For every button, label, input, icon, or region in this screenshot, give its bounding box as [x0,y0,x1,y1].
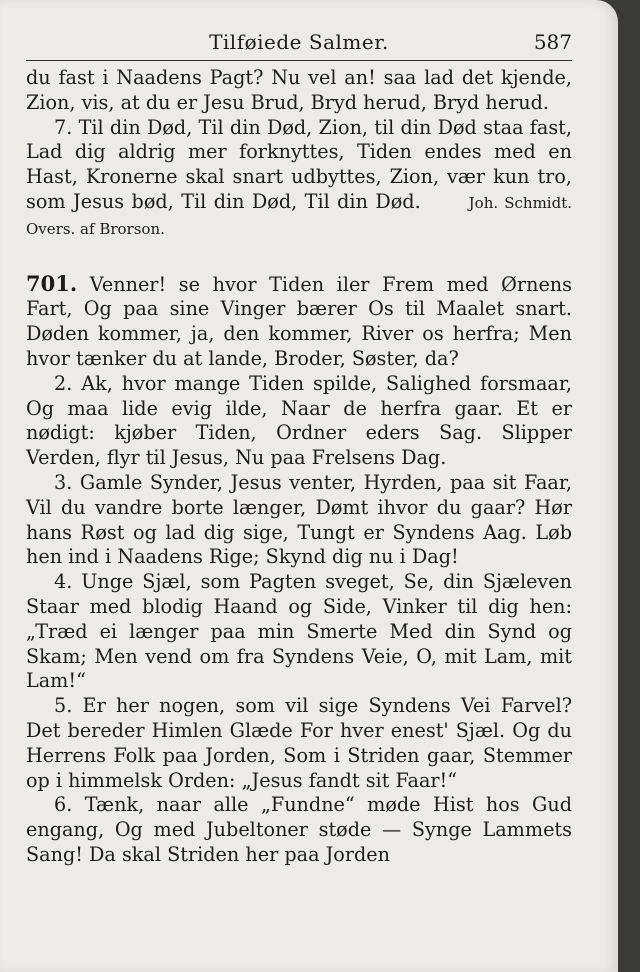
verse-continuation: du fast i Naadens Pagt? Nu vel an! saa lad det kjende, Zion, vis, at du er Jesu Brud, Bryd herud, Bryd herud. [26,66,572,114]
hymn-700-verse-7 [26,116,572,242]
verse-text: 7. Til din Død, Til din Død, Zion, til din Død staa fast, Lad dig aldrig mer forknyttes, Tiden endes med en Hast, Kronerne skal snart udbyttes, Zion, vær kun tro, som Jesus bød, Til din Død, Til din Død. [26,115,572,213]
page-body [26,66,572,868]
hymn-attribution: Joh. Schmidt. Overs. af Brorson. [26,193,572,238]
page-header [26,28,572,61]
verse-text: Venner! se hvor Tiden iler Frem med Ørnens Fart, Og paa sine Vinger bærer Os til Maalet snart. Døden kommer, ja, den kommer, River os herfra; Men hvor tænker du at lande, Broder, Søster, da? [26,272,572,370]
hymn-701-verse-5: 5. Er her nogen, som vil sige Syndens Vei Farvel? Det bereder Himlen Glæde For hver enest' Sjæl. Og du Herrens Folk paa Jorden, Som i Striden gaar, Stemmer op i himmelsk Orden: „Jesus fandt sit Faar!“ [26,694,572,792]
hymn-701-verse-2: 2. Ak, hvor mange Tiden spilde, Salighed forsmaar, Og maa lide evig ilde, Naar de herfra gaar. Et er nødigt: kjøber Tiden, Ordner eders Sag. Slipper Verden, flyr til Jesus, Nu paa Frelsens Dag. [26,371,572,470]
hymn-number: 701. [26,270,78,296]
page-number: 587 [533,30,572,54]
hymn-701-verse-4: 4. Unge Sjæl, som Pagten sveget, Se, din Sjæleven Staar med blodig Haand og Side, Vinker til dig hen: „Træd ei længer paa min Smerte Med din Synd og Skam; Men vend om fra Syndens Veie, O, mit Lam, mit Lam!“ [26,570,572,693]
hymn-701-verse-3: 3. Gamle Synder, Jesus venter, Hyrden, paa sit Faar, Vil du vandre borte længer, Dømt ihvor du gaar? Hør hans Røst og lad dig sige, Tungt er Syndens Aag. Løb hen ind i Naadens Rige; Skynd dig nu i Dag! [26,470,572,569]
hymn-701-verse-6: 6. Tænk, naar alle „Fundne“ møde Hist hos Gud engang, Og med Jubeltoner støde — Synge Lammets Sang! Da skal Striden her paa Jorden [26,793,572,866]
running-title: Tilføiede Salmer. [209,30,389,54]
hymn-701-verse-1 [26,272,572,372]
